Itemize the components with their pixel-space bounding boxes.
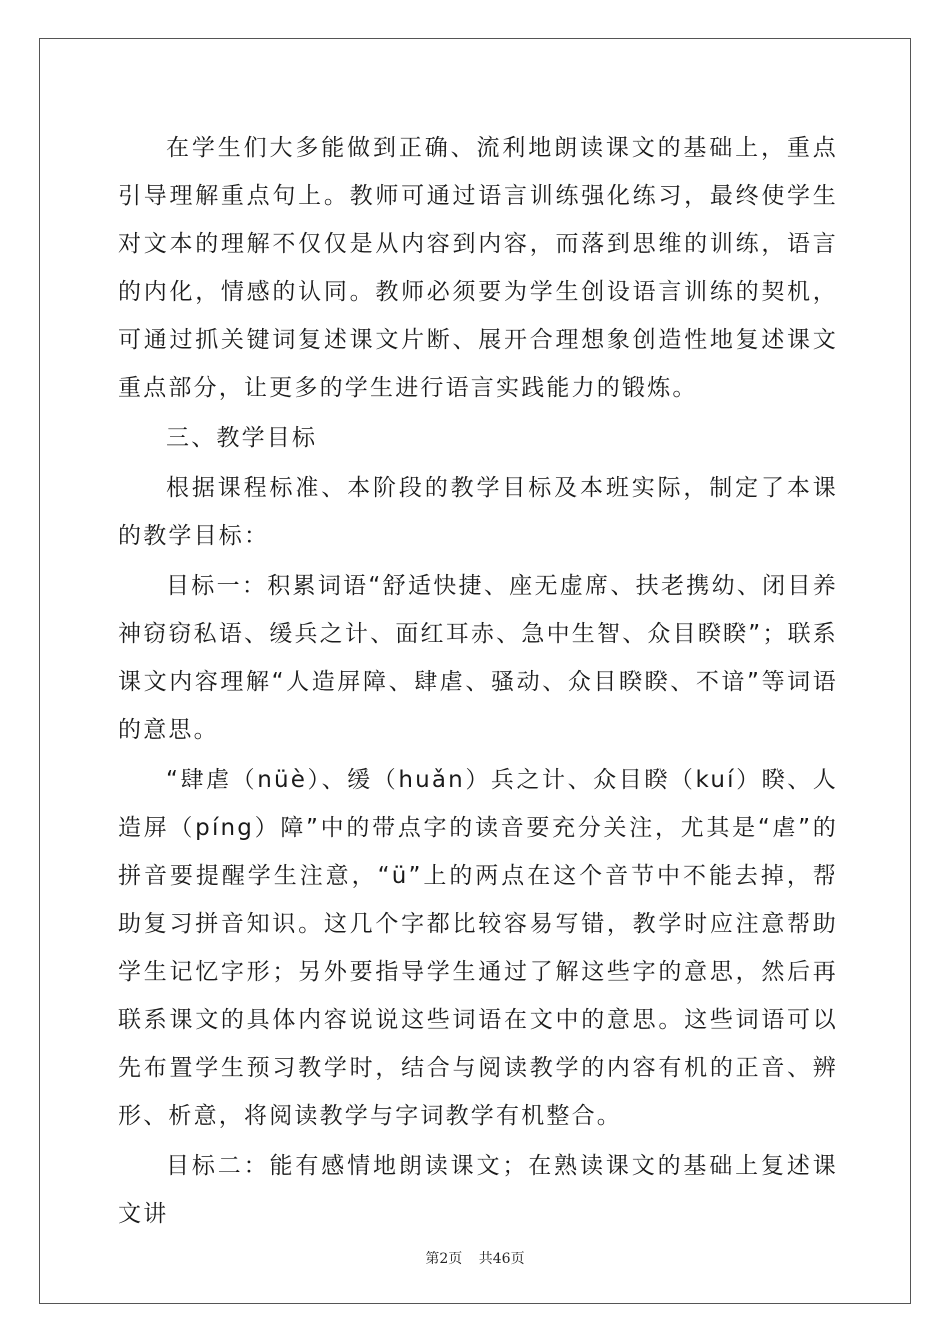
document-body bbox=[118, 124, 838, 1240]
paragraph-1: 在学生们大多能做到正确、流利地朗读课文的基础上，重点引导理解重点句上。教师可通过语言训练强化练习，最终使学生对文本的理解不仅仅是从内容到内容，而落到思维的训练，语言的内化，情感的认同。教师必须要为学生创设语言训练的契机，可通过抓关键词复述课文片断、展开合理想象创造性地复述课文重点部分，让更多的学生进行语言实践能力的锻炼。 bbox=[118, 135, 838, 401]
page-total: 共46页 bbox=[478, 1251, 525, 1267]
paragraph-2: 根据课程标准、本阶段的教学目标及本班实际，制定了本课的教学目标： bbox=[118, 475, 838, 549]
page-number: 第2页 bbox=[425, 1251, 463, 1267]
paragraph-5: 目标二：能有感情地朗读课文；在熟读课文的基础上复述课文讲 bbox=[118, 1153, 838, 1227]
paragraph-3: 目标一：积累词语“舒适快捷、座无虚席、扶老携幼、闭目养神窃窃私语、缓兵之计、面红耳赤、急中生智、众目睽睽”；联系课文内容理解“人造屏障、肆虐、骚动、众目睽睽、不谙”等词语的意思。 bbox=[118, 573, 838, 743]
paragraph-4: “肆虐（nüè）、缓（huǎn）兵之计、众目睽（kuí）睽、人造屏（píng）障”中的带点字的读音要充分关注，尤其是“虐”的拼音要提醒学生注意，“ü”上的两点在这个音节中不能去掉，帮助复习拼音知识。这几个字都比较容易写错，教学时应注意帮助学生记忆字形；另外要指导学生通过了解这些字的意思，然后再联系课文的具体内容说说这些词语在文中的意思。这些词语可以先布置学生预习教学时，结合与阅读教学的内容有机的正音、辨形、析意，将阅读教学与字词教学有机整合。 bbox=[118, 767, 838, 1129]
page-footer bbox=[0, 1248, 950, 1268]
section-heading: 三、教学目标 bbox=[166, 425, 318, 451]
